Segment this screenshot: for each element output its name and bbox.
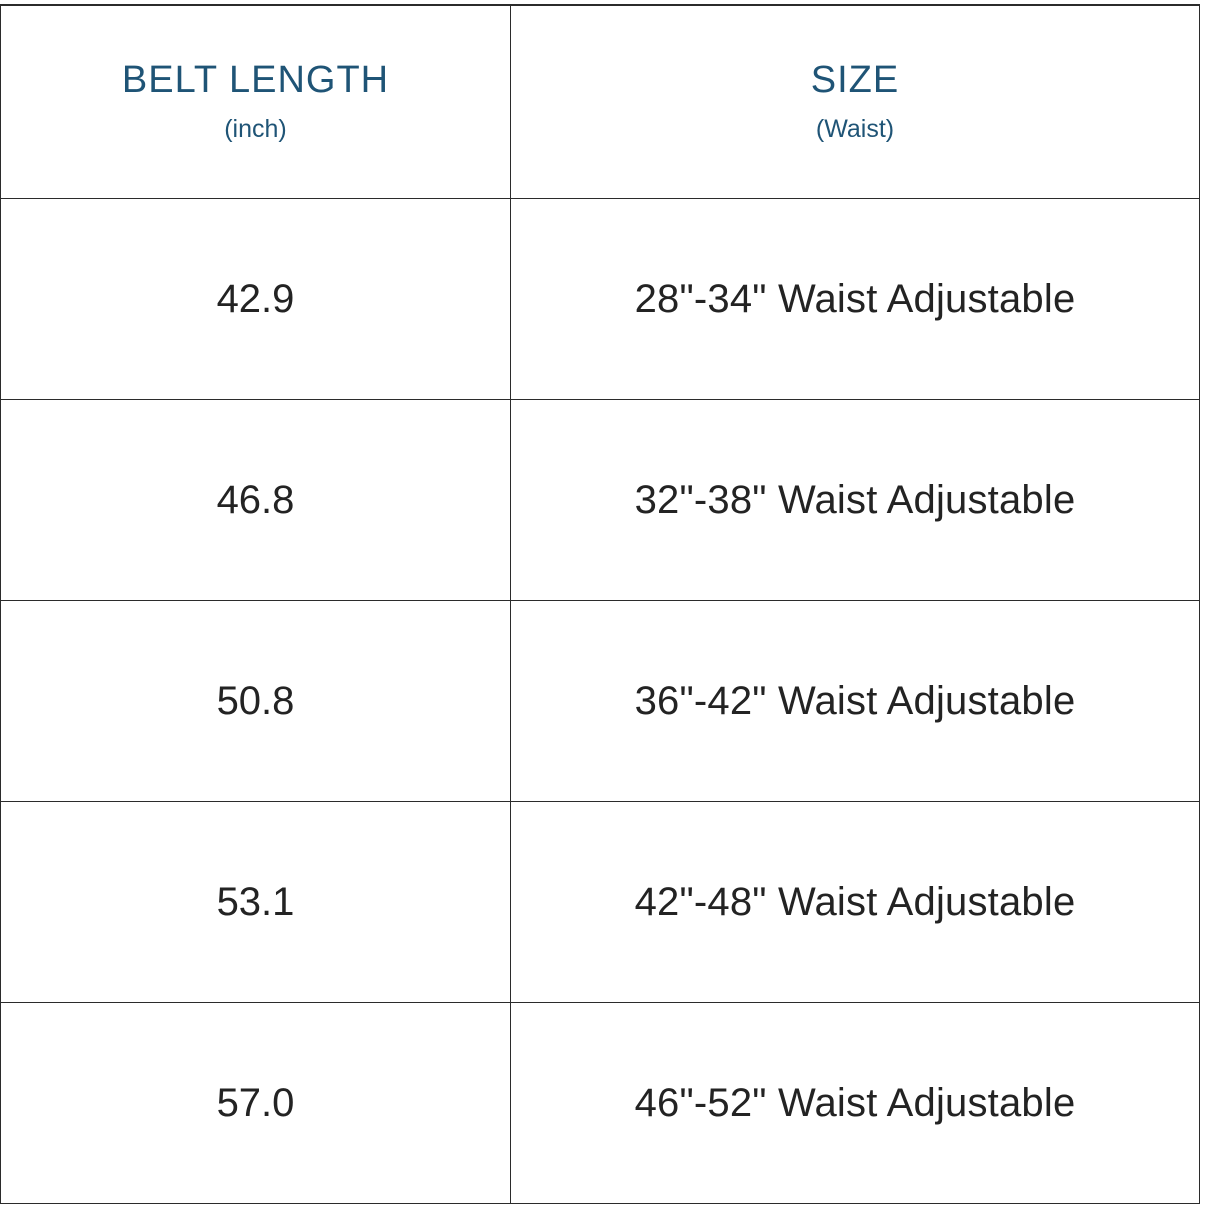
header-cell-belt-length xyxy=(1,5,511,199)
table-row xyxy=(1,1003,1200,1204)
cell-waist-size: 32"-38" Waist Adjustable xyxy=(511,400,1200,601)
table-row xyxy=(1,802,1200,1003)
cell-belt-length: 46.8 xyxy=(1,400,511,601)
belt-size-table xyxy=(0,4,1200,1204)
cell-waist-size: 36"-42" Waist Adjustable xyxy=(511,601,1200,802)
table-row xyxy=(1,400,1200,601)
cell-belt-length: 42.9 xyxy=(1,199,511,400)
cell-waist-size: 46"-52" Waist Adjustable xyxy=(511,1003,1200,1204)
header-belt-length-unit: (inch) xyxy=(224,115,287,144)
table-row xyxy=(1,199,1200,400)
cell-waist-size: 28"-34" Waist Adjustable xyxy=(511,199,1200,400)
table-row xyxy=(1,601,1200,802)
cell-belt-length: 50.8 xyxy=(1,601,511,802)
header-size-unit: (Waist) xyxy=(815,115,895,144)
table-header-row xyxy=(1,5,1200,199)
header-size-title: SIZE xyxy=(810,59,900,102)
cell-belt-length: 57.0 xyxy=(1,1003,511,1204)
cell-waist-size: 42"-48" Waist Adjustable xyxy=(511,802,1200,1003)
header-cell-size xyxy=(511,5,1200,199)
header-belt-length-title: BELT LENGTH xyxy=(121,59,390,102)
cell-belt-length: 53.1 xyxy=(1,802,511,1003)
